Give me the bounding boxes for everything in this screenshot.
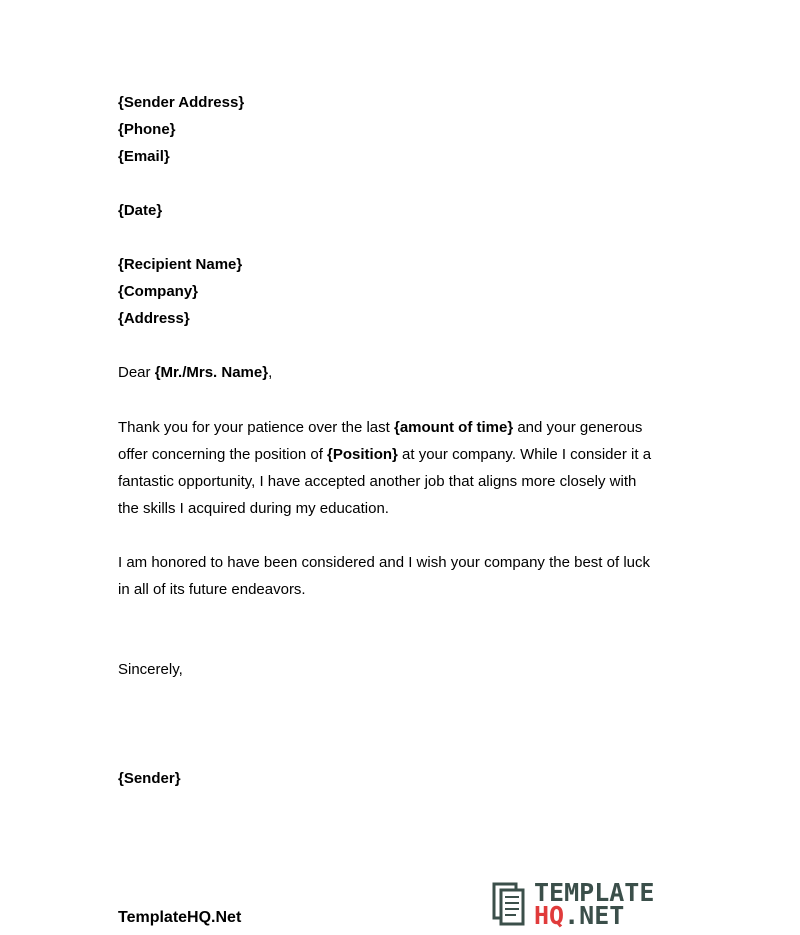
placeholder-position: {Position}: [327, 446, 398, 463]
body-paragraph-1: [118, 414, 688, 522]
salutation-prefix: Dear: [118, 364, 155, 381]
logo-word-template: TEMPLATE: [534, 878, 655, 907]
closing: Sincerely,: [118, 661, 183, 678]
recipient-company: {Company}: [118, 283, 199, 300]
footer-site-text: TemplateHQ.Net: [118, 909, 242, 926]
letter-date: {Date}: [118, 202, 163, 219]
logo-net: .NET: [564, 901, 625, 930]
paragraph-1-text: offer concerning the position of: [118, 446, 328, 463]
salutation: [118, 364, 272, 382]
recipient-address: {Address}: [118, 310, 190, 327]
salutation-suffix: ,: [268, 364, 273, 381]
document-stack-icon: [492, 880, 532, 928]
placeholder-amount-of-time: {amount of time}: [393, 419, 514, 436]
paragraph-1-text: Thank you for your patience over the last: [118, 419, 394, 436]
recipient-name: {Recipient Name}: [118, 256, 243, 273]
paragraph-2-line-1: I am honored to have been considered and I wish your company the best of luck: [118, 554, 650, 571]
paragraph-1-text: and your generous: [513, 419, 643, 436]
paragraph-1-text: at your company. While I consider it a: [397, 446, 652, 463]
signature: {Sender}: [118, 770, 181, 787]
templatehq-logo: [492, 880, 682, 928]
logo-hq: HQ: [534, 901, 565, 930]
paragraph-1-line-2: [118, 441, 688, 468]
paragraph-2-line-2: in all of its future endeavors.: [118, 581, 306, 598]
sender-address: {Sender Address}: [118, 94, 245, 111]
salutation-name: {Mr./Mrs. Name}: [154, 364, 269, 381]
paragraph-1-line-3: fantastic opportunity, I have accepted another job that aligns more closely with: [118, 473, 637, 490]
sender-phone: {Phone}: [118, 121, 176, 138]
paragraph-1-line-4: the skills I acquired during my education.: [118, 500, 389, 517]
body-paragraph-2: [118, 549, 688, 603]
paragraph-1-line-1: [118, 414, 688, 441]
logo-word-hq-net: [534, 903, 624, 929]
sender-email: {Email}: [118, 148, 170, 165]
